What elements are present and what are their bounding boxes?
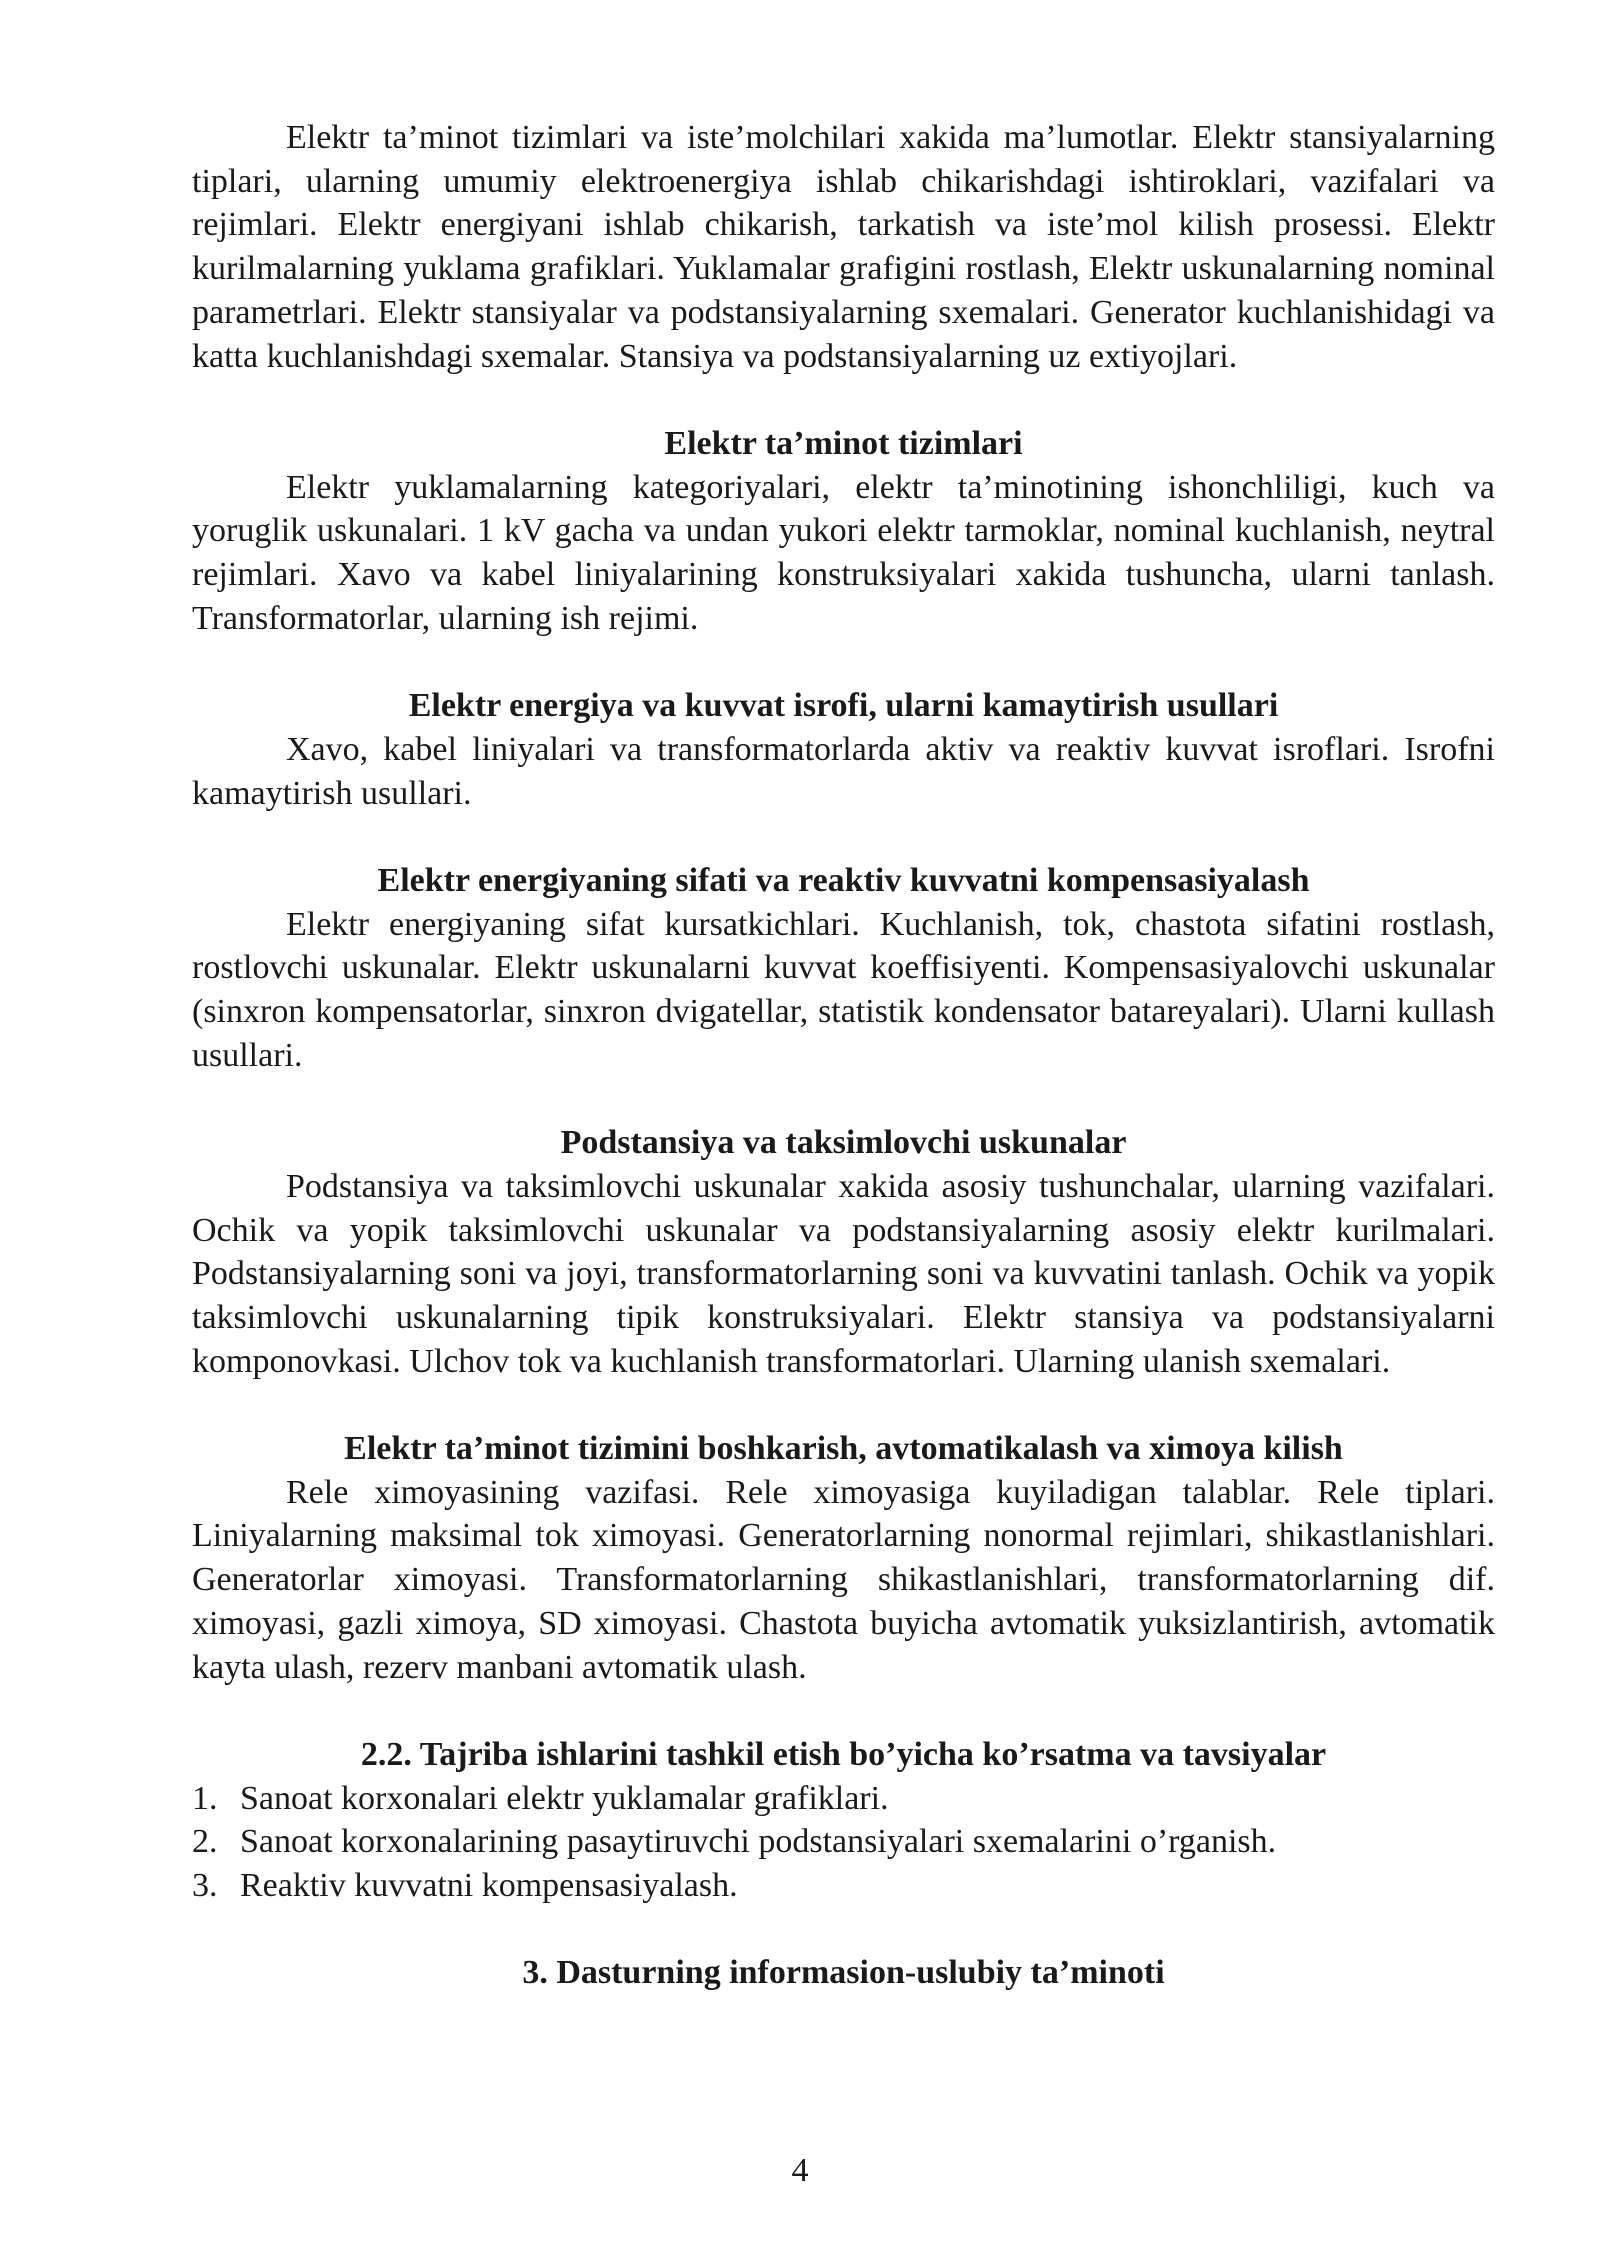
intro-paragraph: Elektr ta’minot tizimlari va iste’molchilari xakida ma’lumotlar. Elektr stansiyalarning tiplari, ularning umumiy elektroenergiya ishlab chikarishdagi ishtiroklari, vazifalari va rejimlari. Elektr energiyani ishlab chikarish, tarkatish va iste’mol kilish prosessi. Elektr kurilmalarning yuklama grafiklari. Yuklamalar grafigini rostlash, Elektr uskunalarning nominal parametrlari. Elektr stansiyalar va podstansiyalarning sxemalari. Generator kuchlanishidagi va katta kuchlanishdagi sxemalar. Stansiya va podstansiyalarning uz extiyojlari. bbox=[192, 119, 1495, 375]
section-paragraph-power-supply-systems: Elektr yuklamalarning kategoriyalari, elektr ta’minotining ishonchliligi, kuch va yoruglik uskunalari. 1 kV gacha va undan yukori elektr tarmoklar, nominal kuchlanish, neytral rejimlari. Xavo va kabel liniyalarining konstruksiyalari xakida tushuncha, ularni tanlash. Transformatorlar, ularning ish rejimi. bbox=[192, 468, 1495, 637]
list-item bbox=[192, 1820, 1495, 1864]
section-heading-control-protection: Elektr ta’minot tizimini boshkarish, avtomatikalash va ximoya kilish bbox=[344, 1430, 1343, 1468]
lab-work-list bbox=[192, 1777, 1495, 1908]
list-item-number: 3. bbox=[192, 1867, 218, 1905]
section-heading-power-supply-systems: Elektr ta’minot tizimlari bbox=[664, 424, 1023, 462]
list-item-text: Reaktiv kuvvatni kompensasiyalash. bbox=[240, 1867, 738, 1905]
subsection-heading-lab-work: 2.2. Tajriba ishlarini tashkil etish bo’yicha ko’rsatma va tavsiyalar bbox=[360, 1735, 1327, 1773]
list-item-number: 1. bbox=[192, 1779, 218, 1817]
section-paragraph-substations: Podstansiya va taksimlovchi uskunalar xakida asosiy tushunchalar, ularning vazifalari. Ochik va yopik taksimlovchi uskunalar va podstansiyalarning asosiy elektr kurilmalari. Podstansiyalarning soni va joyi, transformatorlarning soni va kuvvatini tanlash. Ochik va yopik taksimlovchi uskunalarning tipik konstruksiyalari. Elektr stansiya va podstansiyalarni komponovkasi. Ulchov tok va kuchlanish transformatorlari. Ularning ulanish sxemalari. bbox=[192, 1167, 1495, 1380]
section-heading-substations: Podstansiya va taksimlovchi uskunalar bbox=[560, 1124, 1127, 1162]
list-item-text: Sanoat korxonalarining pasaytiruvchi podstansiyalari sxemalarini o’rganish. bbox=[240, 1823, 1277, 1861]
section-paragraph-energy-quality: Elektr energiyaning sifat kursatkichlari. Kuchlanish, tok, chastota sifatini rostlash, rostlovchi uskunalar. Elektr uskunalarni kuvvat koeffisiyenti. Kompensasiyalovchi uskunalar (sinxron kompensatorlar, sinxron dvigatellar, statistik kondensator batareyalari). Ularni kullash usullari. bbox=[192, 905, 1495, 1074]
section-paragraph-energy-losses: Xavo, kabel liniyalari va transformatorlarda aktiv va reaktiv kuvvat isroflari. Isrofni kamaytirish usullari. bbox=[192, 730, 1495, 812]
list-item bbox=[192, 1864, 1495, 1908]
section-heading-energy-quality: Elektr energiyaning sifati va reaktiv kuvvatni kompensasiyalash bbox=[377, 861, 1310, 899]
section-heading-energy-losses: Elektr energiya va kuvvat isrofi, ularni kamaytirish usullari bbox=[408, 687, 1279, 725]
page-number: 4 bbox=[791, 2152, 809, 2189]
document-page bbox=[192, 116, 1495, 1995]
list-item-number: 2. bbox=[192, 1823, 218, 1861]
chapter-heading-information-support: 3. Dasturning informasion-uslubiy ta’minoti bbox=[522, 1954, 1165, 1992]
section-paragraph-control-protection: Rele ximoyasining vazifasi. Rele ximoyasiga kuyiladigan talablar. Rele tiplari. Liniyalarning maksimal tok ximoyasi. Generatorlarning nonormal rejimlari, shikastlanishlari. Generatorlar ximoyasi. Transformatorlarning shikastlanishlari, transformatorlarning dif. ximoyasi, gazli ximoya, SD ximoyasi. Chastota buyicha avtomatik yuksizlantirish, avtomatik kayta ulash, rezerv manbani avtomatik ulash. bbox=[192, 1473, 1495, 1686]
list-item bbox=[192, 1777, 1495, 1821]
list-item-text: Sanoat korxonalari elektr yuklamalar grafiklari. bbox=[240, 1779, 889, 1817]
